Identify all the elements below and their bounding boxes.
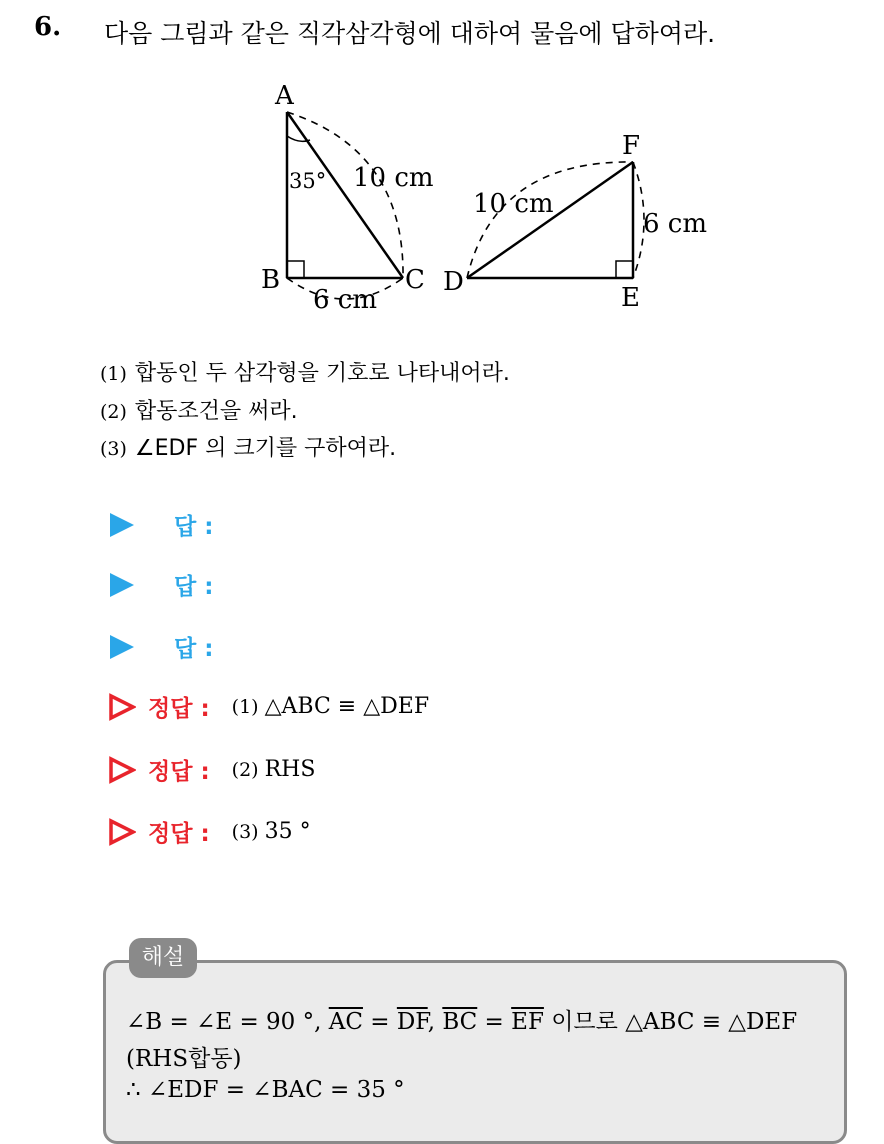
subquestion-3: (3) ∠EDF 의 크기를 구하여라.	[100, 436, 397, 461]
label-a: A	[275, 81, 294, 111]
subquestion-2: (2) 합동조건을 써라.	[100, 399, 298, 424]
play-arrow-icon	[110, 573, 134, 597]
answer-row-2: 답 :	[110, 568, 213, 601]
outline-arrow-icon	[108, 693, 136, 721]
subquestion-1: (1) 합동인 두 삼각형을 기호로 나타내어라.	[100, 361, 510, 386]
right-angle-b	[287, 261, 304, 278]
play-arrow-icon	[110, 513, 134, 537]
outline-arrow-icon	[108, 756, 136, 784]
triangle-figure	[255, 80, 715, 320]
side-label-ef: 6 cm	[643, 209, 708, 239]
explanation-line-2: (RHS합동)	[126, 1046, 242, 1072]
hyp-label-abc: 10 cm	[353, 163, 434, 193]
play-arrow-icon	[110, 635, 134, 659]
solution-row-1: 정답 : (1) △ABC ≡ △DEF	[108, 690, 429, 723]
label-d: D	[443, 267, 464, 297]
label-b: B	[261, 265, 281, 295]
triangle-def	[443, 131, 707, 313]
question-number: 6.	[34, 12, 62, 42]
angle-label: 35°	[289, 169, 327, 193]
triangle-abc	[261, 81, 434, 315]
right-angle-e	[616, 261, 633, 278]
outline-arrow-icon	[108, 818, 136, 846]
answer-row-1: 답 :	[110, 508, 213, 541]
solution-row-3: 정답 : (3) 35 °	[108, 815, 311, 848]
explanation-tab: 해설	[129, 938, 197, 978]
label-c: C	[405, 265, 425, 295]
hyp-label-def: 10 cm	[473, 189, 554, 219]
base-label-bc: 6 cm	[313, 285, 378, 315]
explanation-line-3: ∴ ∠EDF = ∠BAC = 35 °	[126, 1077, 405, 1103]
solution-row-2: 정답 : (2) RHS	[108, 753, 315, 786]
label-e: E	[621, 283, 640, 313]
question-text: 다음 그림과 같은 직각삼각형에 대하여 물음에 답하여라.	[104, 19, 716, 48]
label-f: F	[622, 131, 641, 161]
explanation-line-1: ∠B = ∠E = 90 °, $\overline{AC} = \overline{DF}$, $\overline{BC} = \overline{EF}$ 이므로 △ABC ≡ △DEF	[126, 1009, 798, 1035]
answer-row-3: 답 :	[110, 630, 213, 663]
